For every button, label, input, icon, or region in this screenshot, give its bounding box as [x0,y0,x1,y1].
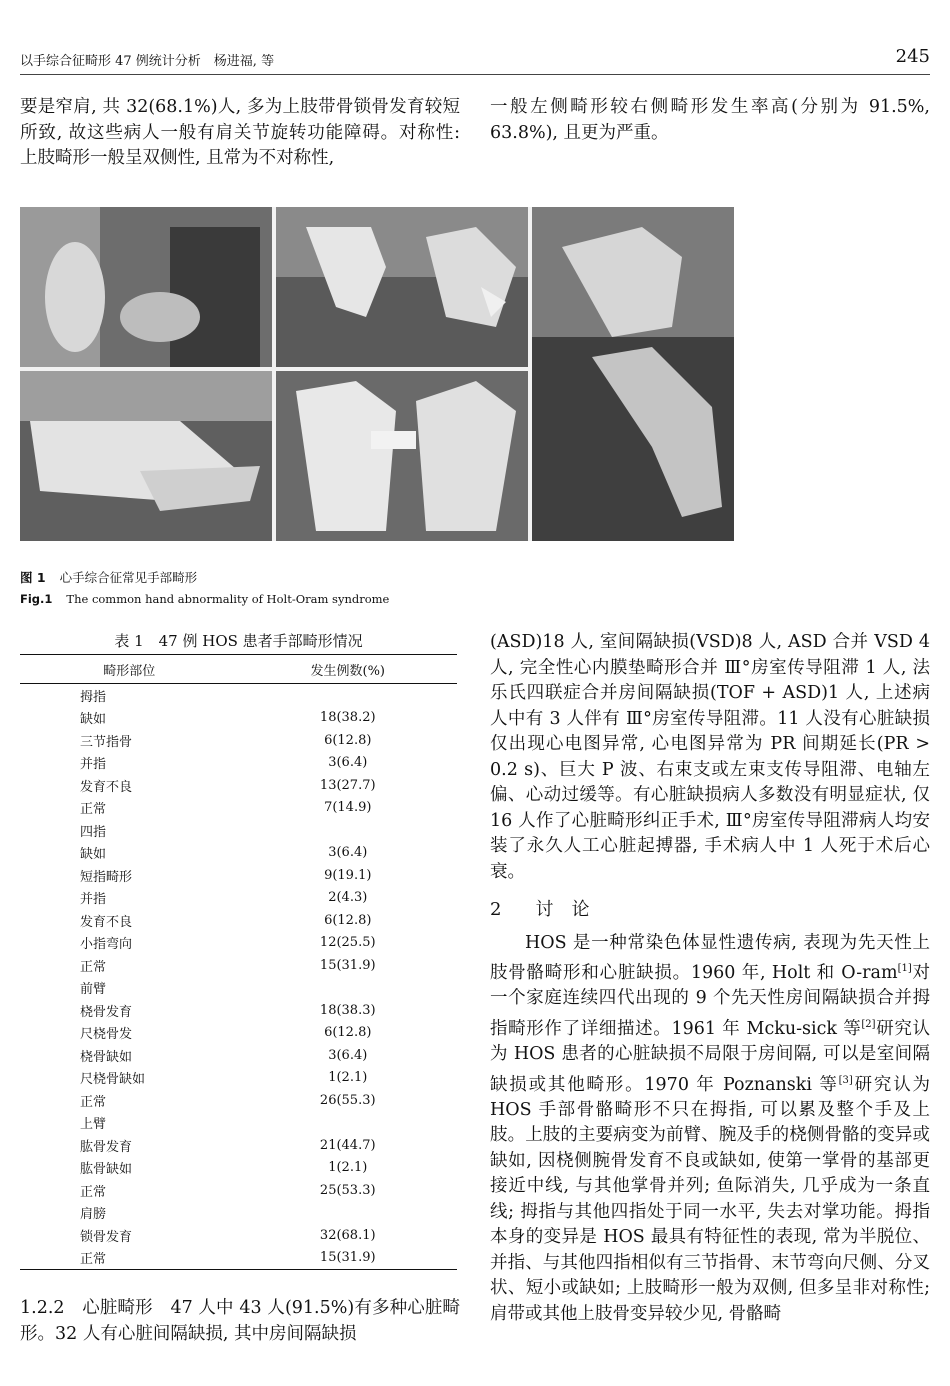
table-row [20,1089,457,1112]
row-value [239,684,458,707]
row-label: 四指 [80,824,107,840]
paragraph [490,931,930,1328]
row-value: 1(2.1) [328,1160,368,1176]
figure-label: 图 1 [20,570,46,585]
citation: [3] [838,1074,853,1086]
table-row [20,1202,457,1225]
row-value: 2(4.3) [328,890,368,906]
paragraph: (ASD)18 人, 室间隔缺损(VSD)8 人, ASD 合并 VSD 4 人, 完全性心内膜垫畸形合并 Ⅲ°房室传导阻滞 1 人, 法乐氏四联症合并房间隔缺损(TOF + ASD)1 人, 上述病人中有 3 人伴有 Ⅲ°房室传导阻滞。11 人没有心脏缺损仅出现心电图异常, 心电图异常为 PR 间期延长(PR > 0.2 s)、巨大 P 波、右束支或左束支传导阻滞、电轴左偏、心动过缓等。有心脏缺损病人多数没有明显症状, 仅 16 人作了心脏畸形纠正手术, Ⅲ°房室传导阻滞病人均安装了永久人工心脏起搏器, 手术病人中 1 人死于术后心衰。 [490,632,930,882]
row-label: 肩膀 [80,1207,107,1223]
row-value: 1(2.1) [328,1070,368,1086]
row-label: 尺桡骨缺如 [80,1072,146,1088]
table-row [20,1112,457,1135]
row-value: 26(55.3) [319,1092,376,1108]
deformity-table [20,630,457,1270]
table-row [20,797,457,820]
table-row [20,842,457,865]
row-label: 拇指 [80,689,107,705]
text-span: 研究认为 HOS 手部骨骼畸形不只在拇指, 可以累及整个手及上肢。上肢的主要病变为前臂、腕及手的桡侧骨骼的变异或缺如, 因桡侧腕骨发育不良或缺如, 使第一掌骨的基部更接近中线, 与其他掌骨并列; 鱼际消失, 几乎成为一条直线; 拇指与其他四指处于同一水平, 失去对掌功能。拇指本身的变异是 HOS 最具有特征性的表现, 常为半脱位、并指、与其他四指相似有三节指骨、末节弯向尺侧、分叉状、短小或缺如; 上肢畸形一般为双侧, 但多呈非对称性; 肩带或其他上肢骨变异较少见, 骨骼畸 [490,1074,931,1324]
row-value: 3(6.4) [328,1047,368,1063]
row-value [239,977,458,1000]
row-label: 正常 [80,802,107,818]
caption-text: 心手综合征常见手部畸形 [59,570,198,585]
row-label: 正常 [80,959,107,975]
table-row [20,1022,457,1045]
row-label: 发育不良 [80,779,133,795]
row-value: 32(68.1) [319,1227,376,1243]
row-label: 肱骨发育 [80,1139,133,1155]
row-label: 桡骨缺如 [80,1049,133,1065]
row-label: 正常 [80,1184,107,1200]
row-value: 25(53.3) [319,1182,376,1198]
caption-text: The common hand abnormality of Holt-Oram syndrome [66,592,390,606]
table-row [20,707,457,730]
citation: [2] [861,1018,876,1030]
row-label: 桡骨发育 [80,1004,133,1020]
table-row [20,684,457,707]
table-row [20,1157,457,1180]
row-value: 13(27.7) [319,777,376,793]
row-value: 3(6.4) [328,845,368,861]
row-value: 18(38.3) [319,1002,376,1018]
hand-photo-figure [20,207,734,541]
table-row [20,819,457,842]
table-title: 表 1 47 例 HOS 患者手部畸形情况 [114,632,363,650]
table-row [20,887,457,910]
figure-caption-cn [20,568,197,586]
row-label: 尺桡骨发 [80,1027,133,1043]
table-header-row [20,655,457,684]
bottom-left-text [20,1296,460,1347]
row-label: 并指 [80,757,107,773]
row-label: 并指 [80,892,107,908]
row-label: 前臂 [80,982,107,998]
paragraph: 1.2.2 心脏畸形 47 人中 43 人(91.5%)有多种心脏畸形。32 人有心脏间隔缺损, 其中房间隔缺损 [20,1298,460,1344]
page-number: 245 [895,46,930,67]
row-label: 缺如 [80,847,107,863]
row-value: 21(44.7) [319,1137,376,1153]
top-left-text [20,95,460,172]
row-label: 正常 [80,1094,107,1110]
row-value: 6(12.8) [324,912,372,928]
row-value: 9(19.1) [324,867,372,883]
table-row [20,1247,457,1270]
table-row [20,1134,457,1157]
table-body [20,684,457,1270]
running-title: 以手综合征畸形 47 例统计分析 杨进福, 等 [20,54,275,69]
row-label: 锁骨发育 [80,1229,133,1245]
running-header [20,48,930,75]
column-header: 发生例数(%) [310,663,385,679]
row-value: 15(31.9) [319,1250,376,1266]
row-value: 6(12.8) [324,1025,372,1041]
row-label: 上臂 [80,1117,107,1133]
row-value: 12(25.5) [319,935,376,951]
citation: [1] [897,963,912,974]
table-row [20,864,457,887]
table-row [20,999,457,1022]
row-value [239,1112,458,1135]
paragraph: 要是窄肩, 共 32(68.1%)人, 多为上肢带骨锁骨发育较短所致, 故这些病人一般有肩关节旋转功能障碍。对称性: 上肢畸形一般呈双侧性, 且常为不对称性, [20,97,460,168]
row-label: 正常 [80,1252,107,1268]
row-value [239,1202,458,1225]
table-row [20,729,457,752]
photo-panel [276,207,528,367]
row-value: 7(14.9) [324,800,372,816]
row-value: 15(31.9) [319,957,376,973]
figure-label: Fig.1 [20,592,53,606]
table-row [20,932,457,955]
photo-panel [532,207,734,541]
photo-panel [20,371,272,541]
table-row [20,774,457,797]
column-header: 畸形部位 [103,663,156,679]
table-row [20,977,457,1000]
table-row [20,909,457,932]
row-label: 三节指骨 [80,734,133,750]
row-value: 18(38.2) [319,710,376,726]
top-right-text [490,95,930,146]
row-value: 6(12.8) [324,732,372,748]
row-label: 小指弯向 [80,937,133,953]
row-value: 3(6.4) [328,755,368,771]
text-span: 研究认为 HOS 患者的心脏缺损不局限于房间隔, 可以是室间隔缺损或其他畸形。1970 年 Poznanski 等 [490,1018,930,1095]
section-title: 讨 论 [535,899,590,920]
text-span: HOS 是一种常染色体显性遗传病, 表现为先天性上肢骨骼畸形和心脏缺损。1960 年, Holt 和 O-ram [490,932,930,983]
table-row [20,1179,457,1202]
row-label: 短指畸形 [80,869,133,885]
paragraph: 一般左侧畸形较右侧畸形发生率高(分别为 91.5%, 63.8%), 且更为严重。 [490,97,930,143]
row-label: 肱骨缺如 [80,1162,133,1178]
right-column-text [490,630,930,1327]
section-heading [490,897,930,923]
text-span: 对一个家庭连续四代出现的 9 个先天性房间隔缺损合并拇指畸形作了详细描述。1961 年 Mcku-sick 等 [490,962,930,1039]
row-label: 发育不良 [80,914,133,930]
photo-panel [276,371,528,541]
table-row [20,1067,457,1090]
figure-caption-en [20,592,389,606]
row-value [239,819,458,842]
table-row [20,1224,457,1247]
section-number: 2 [490,899,502,920]
table-row [20,1044,457,1067]
photo-panel [20,207,272,367]
table-row [20,752,457,775]
table-row [20,954,457,977]
row-label: 缺如 [80,712,107,728]
